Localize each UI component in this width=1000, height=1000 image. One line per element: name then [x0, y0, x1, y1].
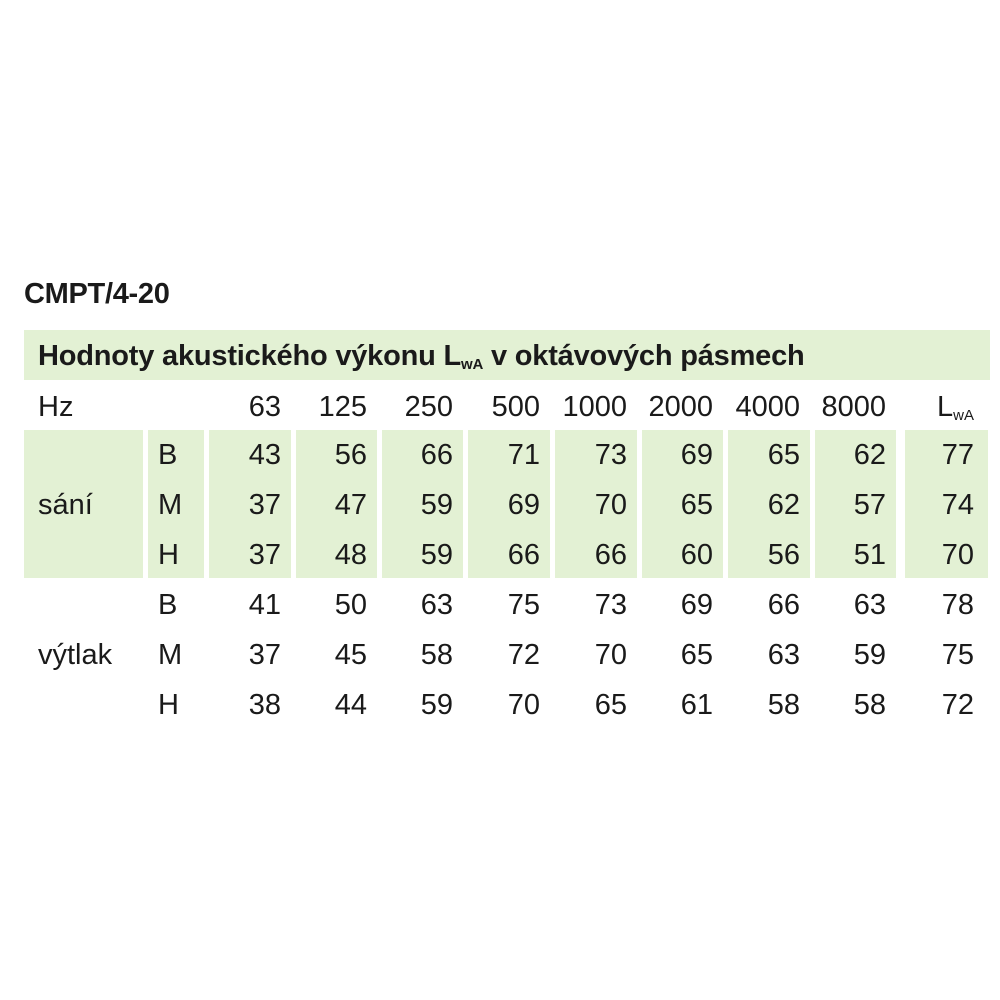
frequency-header: 1000: [562, 391, 627, 423]
value-cell: 72: [507, 639, 540, 671]
value-cell: 69: [680, 589, 713, 621]
value-cell: 73: [594, 589, 627, 621]
group-label: sání: [38, 489, 93, 521]
frequency-header: 250: [404, 391, 453, 423]
value-cell: 56: [767, 539, 800, 571]
table-row: [0, 530, 1000, 580]
value-cell: 65: [680, 489, 713, 521]
table-row: [0, 580, 1000, 630]
model-title: CMPT/4-20: [24, 278, 170, 310]
value-cell: 51: [853, 539, 886, 571]
value-cell: 43: [248, 439, 281, 471]
table-header: [24, 330, 990, 380]
hz-row: [0, 382, 1000, 432]
value-cell: 58: [767, 689, 800, 721]
value-cell: 38: [248, 689, 281, 721]
value-cell: 65: [594, 689, 627, 721]
group-label: výtlak: [38, 639, 113, 671]
total-cell: 72: [941, 689, 974, 721]
value-cell: 59: [853, 639, 886, 671]
hz-label: Hz: [38, 391, 74, 423]
level-label: H: [158, 689, 179, 721]
value-cell: 58: [420, 639, 453, 671]
value-cell: 70: [594, 639, 627, 671]
total-header: [937, 382, 974, 432]
value-cell: 73: [594, 439, 627, 471]
frequency-header: 4000: [735, 391, 800, 423]
value-cell: 47: [334, 489, 367, 521]
frequency-header: 8000: [821, 391, 886, 423]
value-cell: 60: [680, 539, 713, 571]
value-cell: 69: [680, 439, 713, 471]
value-cell: 75: [507, 589, 540, 621]
level-label: M: [158, 639, 183, 671]
value-cell: 66: [507, 539, 540, 571]
total-header-main: L: [937, 391, 954, 423]
value-cell: 63: [853, 589, 886, 621]
value-cell: 65: [767, 439, 800, 471]
value-cell: 62: [767, 489, 800, 521]
table-row: [0, 480, 1000, 530]
frequency-header: 500: [491, 391, 540, 423]
level-label: B: [158, 439, 178, 471]
total-cell: 75: [941, 639, 974, 671]
value-cell: 65: [680, 639, 713, 671]
total-cell: 78: [941, 589, 974, 621]
value-cell: 63: [767, 639, 800, 671]
value-cell: 50: [334, 589, 367, 621]
value-cell: 71: [507, 439, 540, 471]
value-cell: 45: [334, 639, 367, 671]
table-title-prefix: Hodnoty akustického výkonu L: [38, 340, 462, 372]
value-cell: 70: [594, 489, 627, 521]
total-header-sub: wA: [953, 407, 974, 424]
value-cell: 62: [853, 439, 886, 471]
table-row: [0, 430, 1000, 480]
value-cell: 59: [420, 689, 453, 721]
value-cell: 58: [853, 689, 886, 721]
total-cell: 77: [941, 439, 974, 471]
value-cell: 41: [248, 589, 281, 621]
table-row: [0, 630, 1000, 680]
value-cell: 66: [594, 539, 627, 571]
value-cell: 69: [507, 489, 540, 521]
frequency-header: 63: [248, 391, 281, 423]
value-cell: 37: [248, 639, 281, 671]
value-cell: 66: [767, 589, 800, 621]
value-cell: 70: [507, 689, 540, 721]
value-cell: 66: [420, 439, 453, 471]
table-row: [0, 680, 1000, 730]
value-cell: 56: [334, 439, 367, 471]
value-cell: 37: [248, 539, 281, 571]
value-cell: 59: [420, 489, 453, 521]
value-cell: 48: [334, 539, 367, 571]
value-cell: 37: [248, 489, 281, 521]
level-label: H: [158, 539, 179, 571]
total-cell: 74: [941, 489, 974, 521]
value-cell: 44: [334, 689, 367, 721]
frequency-header: 125: [318, 391, 367, 423]
value-cell: 63: [420, 589, 453, 621]
total-cell: 70: [941, 539, 974, 571]
level-label: B: [158, 589, 178, 621]
value-cell: 57: [853, 489, 886, 521]
table-title-sub: wA: [461, 356, 484, 373]
value-cell: 59: [420, 539, 453, 571]
level-label: M: [158, 489, 183, 521]
frequency-header: 2000: [648, 391, 713, 423]
table-title-suffix: v oktávových pásmech: [483, 340, 805, 372]
value-cell: 61: [680, 689, 713, 721]
